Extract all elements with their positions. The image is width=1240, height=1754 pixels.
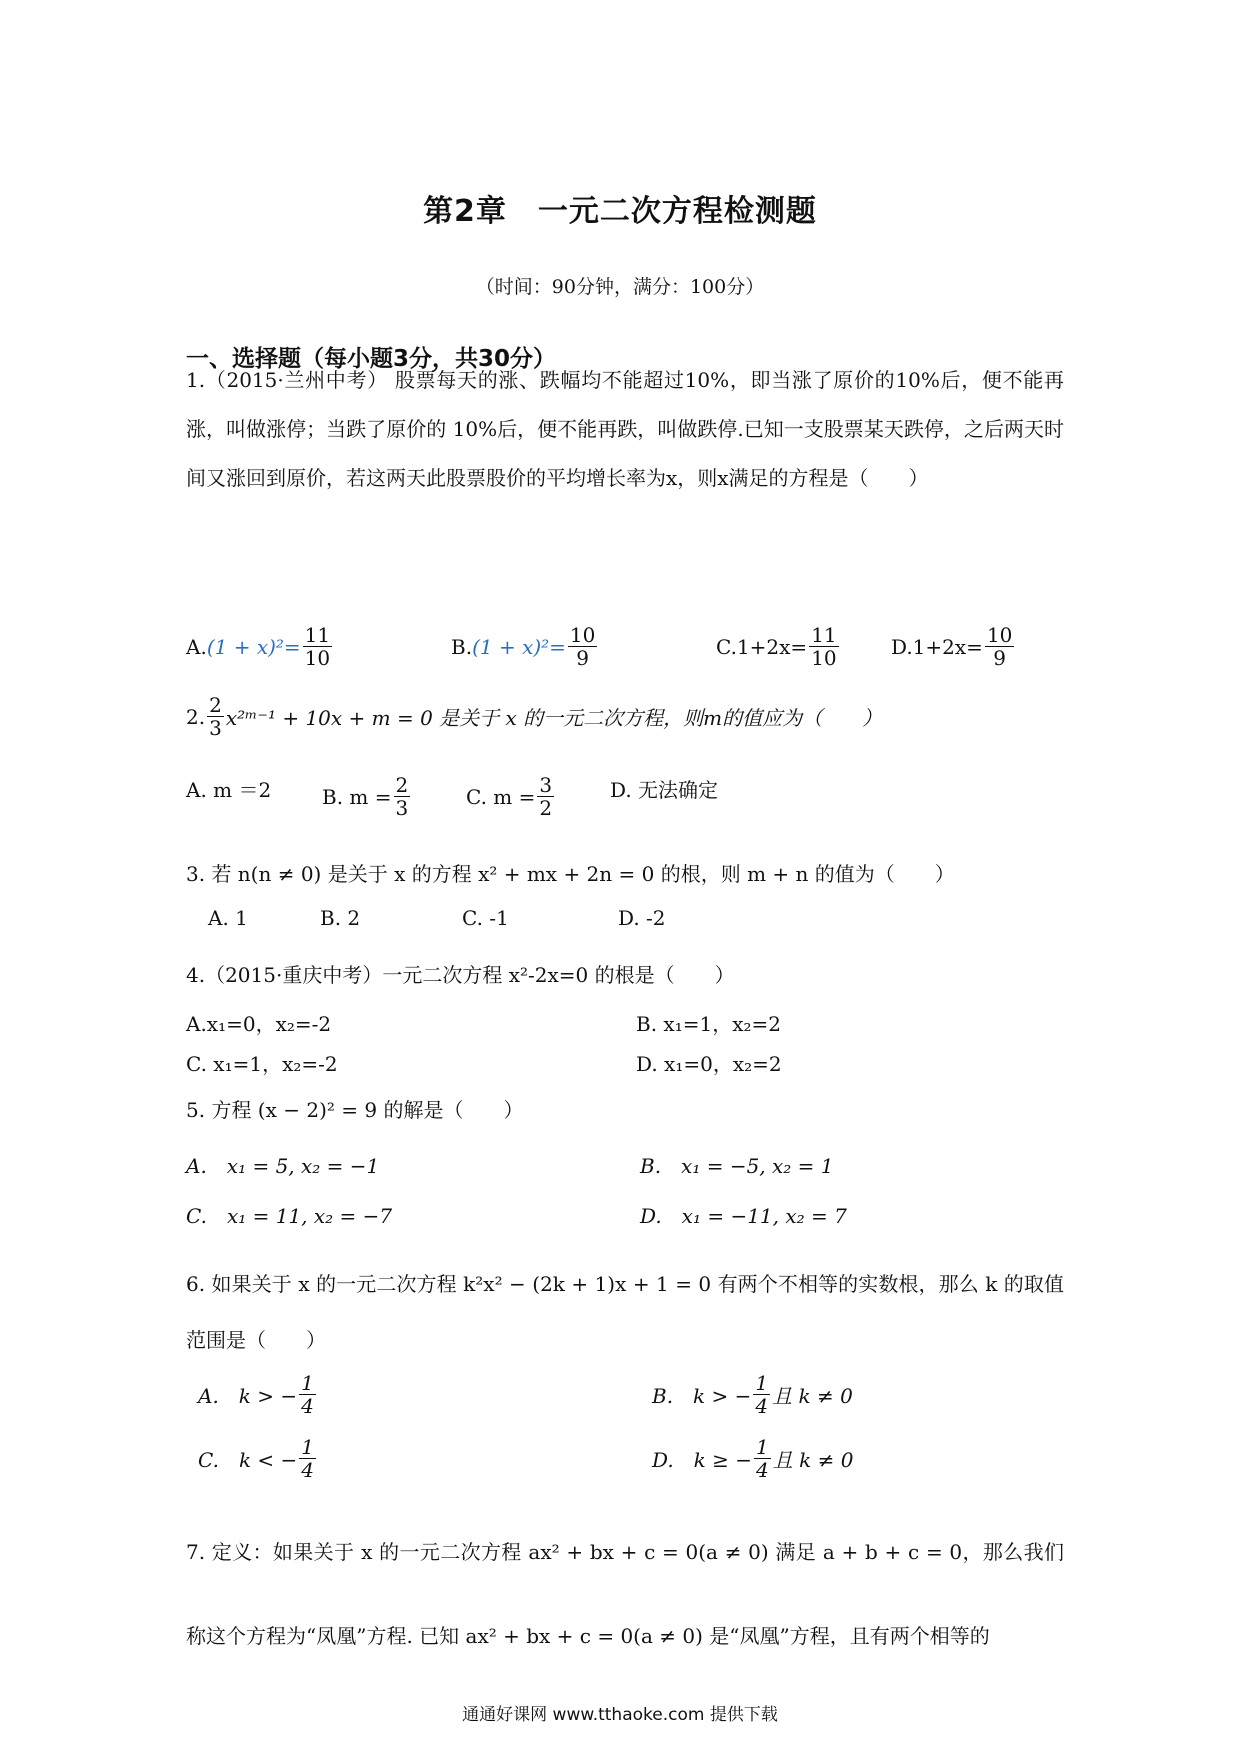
question-6-options-row2: [186, 1436, 1066, 1496]
option-d: D. 无法确定: [610, 778, 719, 802]
option-b: B. x₁=1，x₂=2: [636, 1012, 781, 1036]
fraction: $\frac{2}{3}$: [395, 773, 409, 820]
option-c: C. x₁ = 11, x₂ = −7: [186, 1204, 393, 1228]
fraction: $\frac{1}{4}$: [755, 1371, 769, 1418]
option-d: D.1+2x= $\frac{10}{9}$: [891, 623, 1013, 670]
page-footer: 通通好课网 www.tthaoke.com 提供下载: [462, 1705, 778, 1725]
option-c: C. m = $\frac{3}{2}$: [466, 773, 553, 820]
question-2: 2. $\frac{2}{3}$ x²ᵐ⁻¹ + 10x + m = 0 是关于 x 的一元二次方程，则m的值应为（ ）: [186, 693, 883, 740]
question-3-options: [186, 906, 1066, 946]
question-6: 6. 如果关于 x 的一元二次方程 k²x² − (2k + 1)x + 1 = 0 有两个不相等的实数根，那么 k 的取值范围是（ ）: [186, 1272, 1064, 1352]
option-a: A. x₁ = 5, x₂ = −1: [186, 1154, 380, 1178]
fraction: $\frac{2}{3}$: [209, 693, 222, 740]
question-1: 1.（2015·兰州中考） 股票每天的涨、跌幅均不能超过10%，即当涨了原价的10%后，便不能再涨，叫做涨停；当跌了原价的 10%后，便不能再跌，叫做跌停.已知一支股票某天跌停，之后两天时间又涨回到原价，若这两天此股票股价的平均增长率为x，则x满足的方程是（ ）: [186, 368, 1064, 490]
fraction: $\frac{11}{10}$: [304, 623, 331, 670]
option-c: C.1+2x= $\frac{11}{10}$: [716, 623, 837, 670]
question-4: 4.（2015·重庆中考）一元二次方程 x²-2x=0 的根是（ ）: [186, 963, 735, 987]
fraction: $\frac{1}{4}$: [756, 1435, 769, 1482]
option-b: B. k > − $\frac{1}{4}$ 且 k ≠ 0: [652, 1371, 853, 1418]
option-b: B. (1 + x)²= $\frac{10}{9}$: [451, 623, 596, 670]
option-d: D. x₁=0，x₂=2: [636, 1052, 782, 1076]
option-a-expression: (1 + x)²=: [206, 634, 301, 659]
question-7: 7. 定义：如果关于 x 的一元二次方程 ax² + bx + c = 0(a ≠ 0) 满足 a + b + c = 0，那么我们称这个方程为“凤凰”方程. 已知 ax² + bx + c = 0(a ≠ 0) 是“凤凰”方程，且有两个相等的: [186, 1540, 1064, 1648]
fraction: $\frac{10}{9}$: [986, 623, 1013, 670]
question-5: 5. 方程 (x − 2)² = 9 的解是（ ）: [186, 1098, 524, 1122]
option-b: B. m = $\frac{2}{3}$: [322, 773, 409, 820]
option-b: B. x₁ = −5, x₂ = 1: [640, 1154, 834, 1178]
option-c: C. x₁=1，x₂=-2: [186, 1052, 338, 1076]
option-a: A. 1: [208, 906, 248, 930]
option-b-expression: (1 + x)²=: [472, 634, 566, 659]
question-3: 3. 若 n(n ≠ 0) 是关于 x 的方程 x² + mx + 2n = 0 的根，则 m + n 的值为（ ）: [186, 862, 955, 886]
fraction: $\frac{11}{10}$: [811, 623, 837, 670]
option-b: B. 2: [320, 906, 361, 930]
question-4-options-row2: [186, 1048, 1066, 1088]
question-1-options: [186, 623, 1066, 670]
question-5-options-row1: [186, 1150, 1066, 1190]
option-a: A. m ＝2: [186, 778, 272, 802]
fraction: $\frac{10}{9}$: [569, 623, 596, 670]
option-a: A. (1 + x)²= $\frac{11}{10}$: [186, 623, 331, 670]
option-c: C. k < − $\frac{1}{4}$: [198, 1435, 315, 1482]
question-5-options-row2: [186, 1200, 1066, 1240]
option-c: C. -1: [462, 906, 509, 930]
option-a: A.x₁=0，x₂=-2: [186, 1012, 332, 1036]
option-d: D. k ≥ − $\frac{1}{4}$ 且 k ≠ 0: [652, 1435, 854, 1482]
option-d: D. x₁ = −11, x₂ = 7: [640, 1204, 847, 1228]
question-2-options: [186, 773, 1066, 820]
exam-info: （时间：90分钟，满分：100分）: [475, 276, 765, 298]
page-title: 第2章 一元二次方程检测题: [423, 194, 817, 229]
question-6-options-row1: [186, 1372, 1066, 1432]
question-2-text: x²ᵐ⁻¹ + 10x + m = 0 是关于 x 的一元二次方程，则m的值应为（ ）: [225, 706, 883, 730]
fraction: $\frac{1}{4}$: [301, 1371, 314, 1418]
fraction: $\frac{3}{2}$: [539, 773, 553, 820]
question-4-options-row1: [186, 1008, 1066, 1048]
option-a: A. k > − $\frac{1}{4}$: [198, 1371, 314, 1418]
section-heading: 一、选择题（每小题3分，共30分）: [186, 346, 557, 372]
option-d: D. -2: [618, 906, 666, 930]
fraction: $\frac{1}{4}$: [301, 1435, 315, 1482]
